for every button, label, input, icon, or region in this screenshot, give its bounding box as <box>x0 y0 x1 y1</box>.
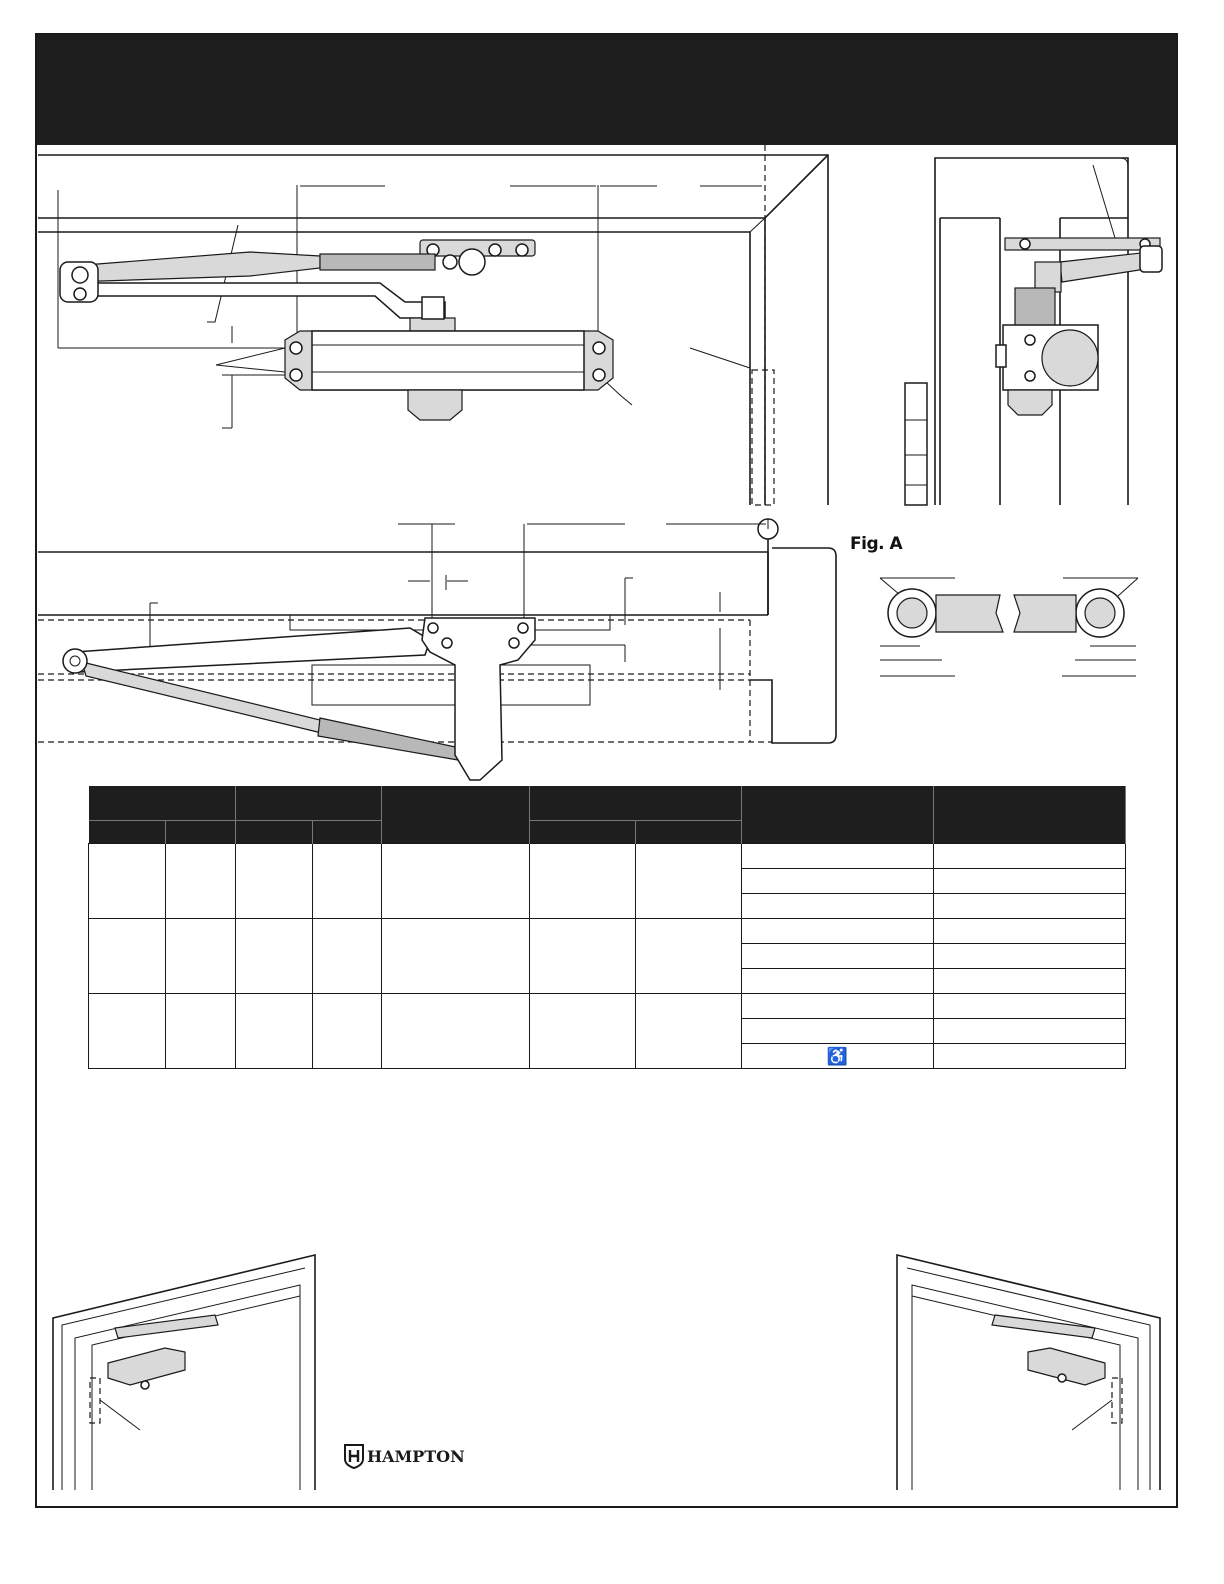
header-cell <box>636 821 742 844</box>
table-row <box>89 994 1126 1019</box>
header-cell <box>236 786 382 821</box>
spec-table <box>88 786 1126 1069</box>
header-cell <box>166 821 236 844</box>
table-header-row <box>89 786 1126 821</box>
header-cell <box>236 821 313 844</box>
shield-h-icon <box>343 1443 365 1469</box>
header-cell <box>382 786 530 844</box>
table-row <box>89 919 1126 944</box>
header-cell <box>89 786 236 821</box>
header-cell <box>742 786 934 844</box>
header-cell <box>530 786 742 821</box>
header-cell <box>89 821 166 844</box>
wheelchair-icon: ♿ <box>826 1046 849 1066</box>
header-cell <box>313 821 382 844</box>
page-frame <box>35 33 1178 1508</box>
header-cell <box>530 821 636 844</box>
table-row <box>89 844 1126 869</box>
header-cell <box>934 786 1126 844</box>
hampton-logo <box>343 1443 465 1469</box>
accessibility-cell <box>742 1044 934 1069</box>
figure-a-label: Fig. A <box>850 534 903 554</box>
logo-text: HAMPTON <box>367 1446 465 1466</box>
